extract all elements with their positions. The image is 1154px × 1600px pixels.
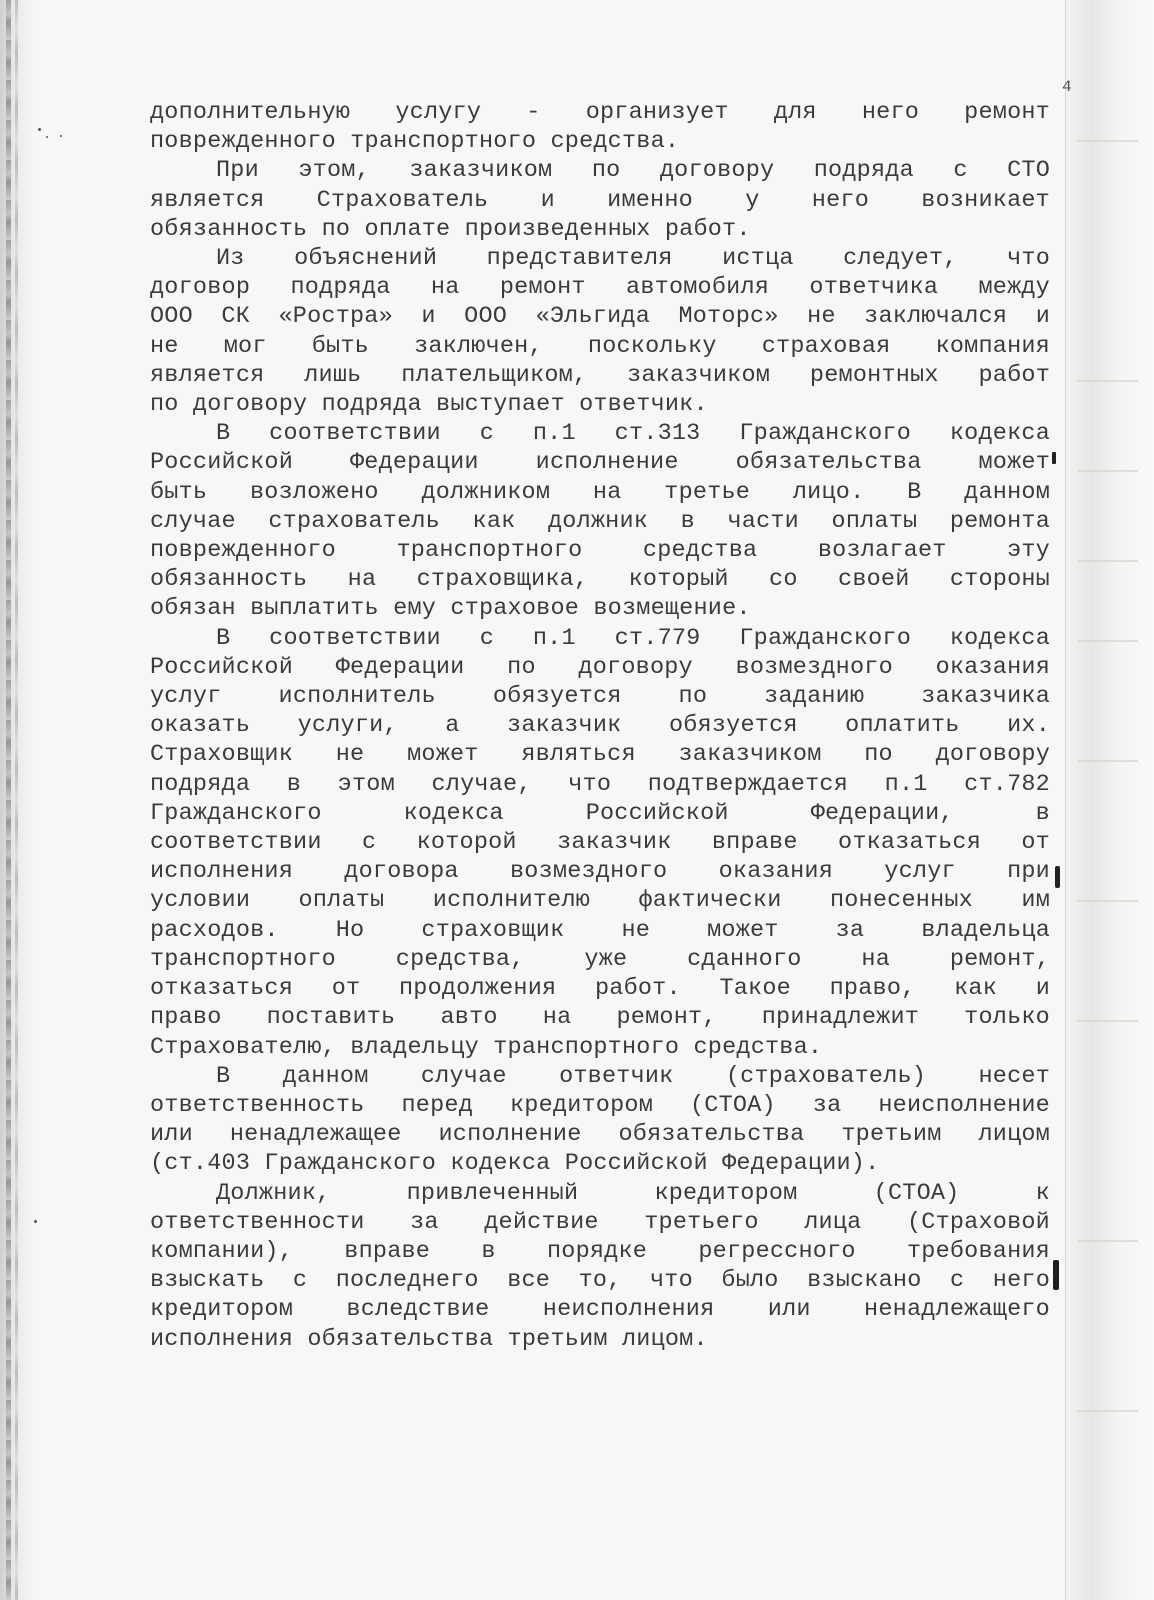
text-line: обязан выплатить ему страховое возмещение. [150,595,751,623]
text-line: договор подряда на ремонт автомобиля ответчика между [150,274,1050,302]
scan-speck [38,128,41,131]
text-line: не мог быть заключен, поскольку страховая компания [150,332,1050,360]
text-line: Должник, привлеченный кредитором (СТОА) к [216,1179,1050,1207]
text-line: компании), вправе в порядке регрессного требования [150,1237,1050,1265]
paragraph [150,419,1050,623]
text-line: Страховщик не может являться заказчиком по договору [150,741,1050,769]
scan-speck [34,1220,37,1223]
text-line: поврежденного транспортного средства возлагает эту [150,537,1050,565]
scan-speck [46,136,48,138]
text-line: Гражданского кодекса Российской Федерации, в [150,799,1050,827]
paragraph [150,98,1050,156]
text-line: Российской Федерации исполнение обязательства может [150,449,1050,477]
text-line: оказать услуги, а заказчик обязуется оплатить их. [150,712,1050,740]
text-line: кредитором вследствие неисполнения или ненадлежащего [150,1296,1050,1324]
text-line: (ст.403 Гражданского кодекса Российской Федерации). [150,1150,880,1178]
paragraph [150,156,1050,244]
text-line: подряда в этом случае, что подтверждается п.1 ст.782 [150,770,1050,798]
text-line: или ненадлежащее исполнение обязательства третьим лицом [150,1121,1050,1149]
scan-speck [1053,1260,1059,1290]
document-body [150,98,1050,1354]
scan-speck [1052,452,1056,464]
text-line: Страхователю, владельцу транспортного средства. [150,1033,823,1061]
text-line: соответствии с которой заказчик вправе отказаться от [150,829,1050,857]
text-line: В данном случае ответчик (страхователь) несет [216,1062,1050,1090]
text-line: случае страхователь как должник в части оплаты ремонта [150,507,1050,535]
text-line: ООО СК «Ростра» и ООО «Эльгида Моторс» не заключался и [150,303,1050,331]
text-line: право поставить авто на ремонт, принадлежит только [150,1004,1050,1032]
text-line: исполнения договора возмездного оказания услуг при [150,858,1050,886]
next-page-edge [1065,0,1154,1600]
text-line: быть возложено должником на третье лицо. В данном [150,478,1050,506]
text-line: дополнительную услугу - организует для него ремонт [150,99,1050,126]
text-line: является Страхователь и именно у него возникает [150,186,1050,214]
paragraph [150,244,1050,419]
text-line: транспортного средства, уже сданного на ремонт, [150,945,1050,973]
binding-edge [0,0,34,1600]
text-line: условии оплаты исполнителю фактически понесенных им [150,887,1050,915]
text-line: Российской Федерации по договору возмездного оказания [150,653,1050,681]
scan-speck [60,135,62,137]
text-line: по договору подряда выступает ответчик. [150,391,708,419]
text-line: ответственности за действие третьего лица (Страховой [150,1208,1050,1236]
text-line: услуг исполнитель обязуется по заданию заказчика [150,683,1050,711]
text-line: расходов. Но страховщик не может за владельца [150,916,1050,944]
text-line: является лишь плательщиком, заказчиком ремонтных работ [150,361,1050,389]
paragraph [150,1062,1050,1179]
text-line: В соответствии с п.1 ст.313 Гражданского кодекса [216,420,1050,448]
paragraph [150,1179,1050,1354]
text-line: Из объяснений представителя истца следует, что [216,245,1050,273]
scan-speck [1055,866,1060,888]
text-line: отказаться от продолжения работ. Такое право, как и [150,975,1050,1003]
text-line: обязанность на страховщика, который со своей стороны [150,566,1050,594]
page-number: 4 [1062,78,1072,96]
text-line: исполнения обязательства третьим лицом. [150,1325,708,1353]
text-line: При этом, заказчиком по договору подряда с СТО [216,157,1050,185]
text-line: обязанность по оплате произведенных работ. [150,215,751,243]
paragraph [150,624,1050,1062]
text-line: В соответствии с п.1 ст.779 Гражданского кодекса [216,624,1050,652]
text-line: поврежденного транспортного средства. [150,128,680,156]
text-line: ответственность перед кредитором (СТОА) за неисполнение [150,1091,1050,1119]
text-line: взыскать с последнего все то, что было взыскано с него [150,1267,1050,1295]
